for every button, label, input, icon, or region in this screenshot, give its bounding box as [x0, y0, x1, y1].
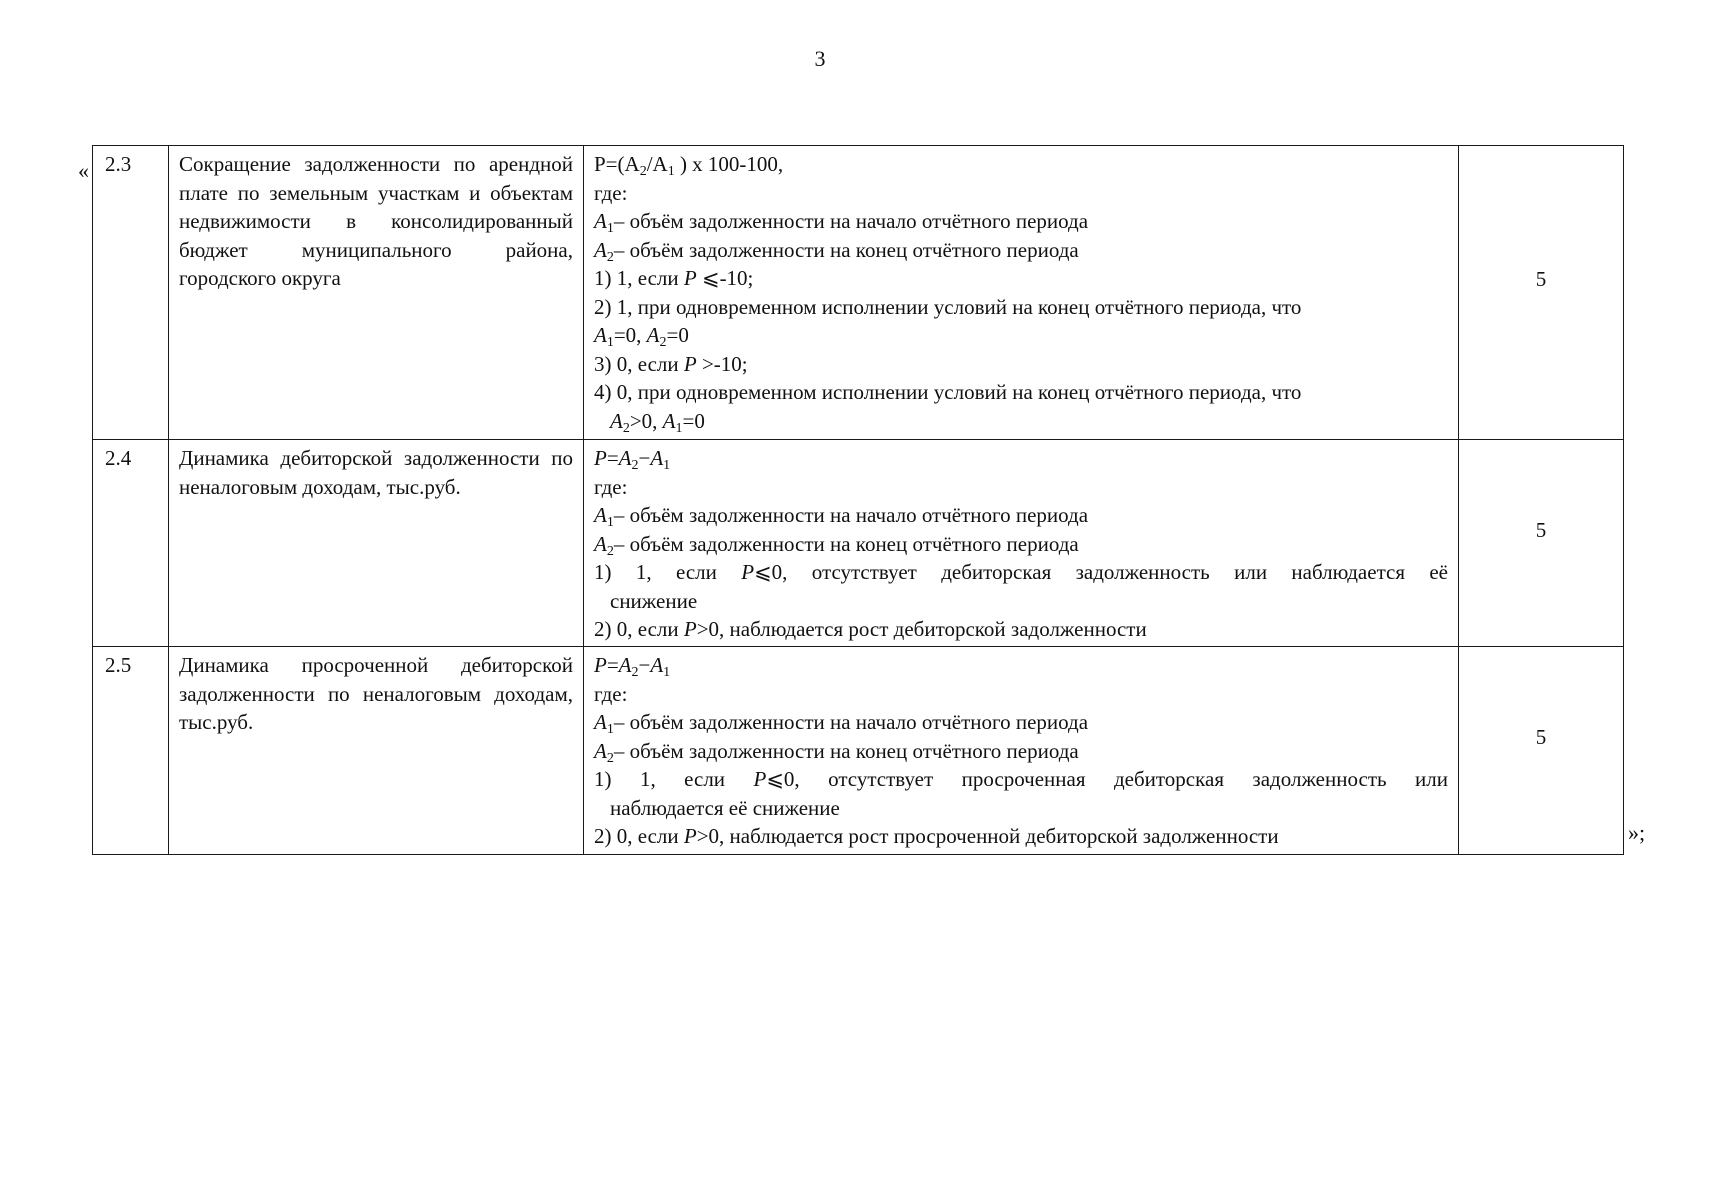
condition-1: 1) 1, если P⩽0, отсутствует просроченная дебиторская задолженность или	[594, 767, 1448, 791]
criterion-name: Динамика просроченной дебиторской задолженности по неналоговым доходам, тыс.руб.	[169, 647, 584, 855]
condition-1-continuation: снижение	[610, 588, 698, 613]
criterion-name: Динамика дебиторской задолженности по неналоговым доходам, тыс.руб.	[169, 440, 584, 647]
criterion-name: Сокращение задолженности по арендной плате по земельным участкам и объектам недвижимости в консолидированный бюджет муниципального района, городского округа	[169, 146, 584, 440]
score-value: 5	[1459, 647, 1624, 855]
where-label: где:	[594, 681, 628, 706]
formula-cell	[584, 146, 1459, 440]
condition-1: 1) 1, если P ⩽-10;	[594, 266, 754, 290]
where-label: где:	[594, 474, 628, 499]
formula-line: $P=A_2-A_1$	[594, 446, 671, 473]
formula-cell	[584, 647, 1459, 855]
a1-definition: $A_1-$ объём задолженности на начало отчётного периода	[594, 710, 1089, 737]
condition-2: 2) 0, если P>0, наблюдается рост просроченной дебиторской задолженности	[594, 824, 1279, 848]
a2-definition: $A_2-$ объём задолженности на конец отчётного периода	[594, 738, 1079, 766]
a1-definition: $A_1-$ объём задолженности на начало отчётного периода	[594, 209, 1089, 236]
condition-2: 2) 1, при одновременном исполнении условий на конец отчётного периода, что	[594, 294, 1302, 319]
a2-definition: $A_2-$ объём задолженности на конец отчётного периода	[594, 531, 1079, 559]
formula-line: $P=(A_2/A_1$ ) х 100-100,	[594, 152, 784, 179]
opening-quote: «	[78, 158, 89, 183]
where-label: где:	[594, 180, 628, 205]
row-number: 2.4	[93, 440, 169, 647]
score-value: 5	[1459, 440, 1624, 647]
condition-1: 1) 1, если P⩽0, отсутствует дебиторская задолженность или наблюдается её	[594, 560, 1448, 584]
a1-definition: $A_1-$ объём задолженности на начало отчётного периода	[594, 503, 1089, 530]
row-number: 2.5	[93, 647, 169, 855]
formula-cell	[584, 440, 1459, 647]
criteria-table	[92, 145, 1624, 855]
row-number: 2.3	[93, 146, 169, 440]
condition-4-values: $A_2>0$, $A_1=0$	[610, 408, 705, 436]
table-row	[93, 647, 1624, 855]
table-row	[93, 146, 1624, 440]
closing-quote: »;	[1628, 820, 1646, 845]
condition-2: 2) 0, если P>0, наблюдается рост дебиторской задолженности	[594, 617, 1147, 641]
condition-4: 4) 0, при одновременном исполнении условий на конец отчётного периода, что	[594, 380, 1302, 404]
condition-2-values: $A_1=0$, $A_2=0$	[594, 323, 689, 350]
table-row	[93, 440, 1624, 647]
a2-definition: $A_2-$ объём задолженности на конец отчётного периода	[594, 237, 1079, 265]
formula-line: $P=A_2-A_1$	[594, 653, 671, 680]
score-value: 5	[1459, 146, 1624, 440]
condition-3: 3) 0, если P >-10;	[594, 351, 748, 376]
condition-1-continuation: наблюдается её снижение	[610, 795, 840, 820]
page-number: 3	[814, 46, 826, 71]
